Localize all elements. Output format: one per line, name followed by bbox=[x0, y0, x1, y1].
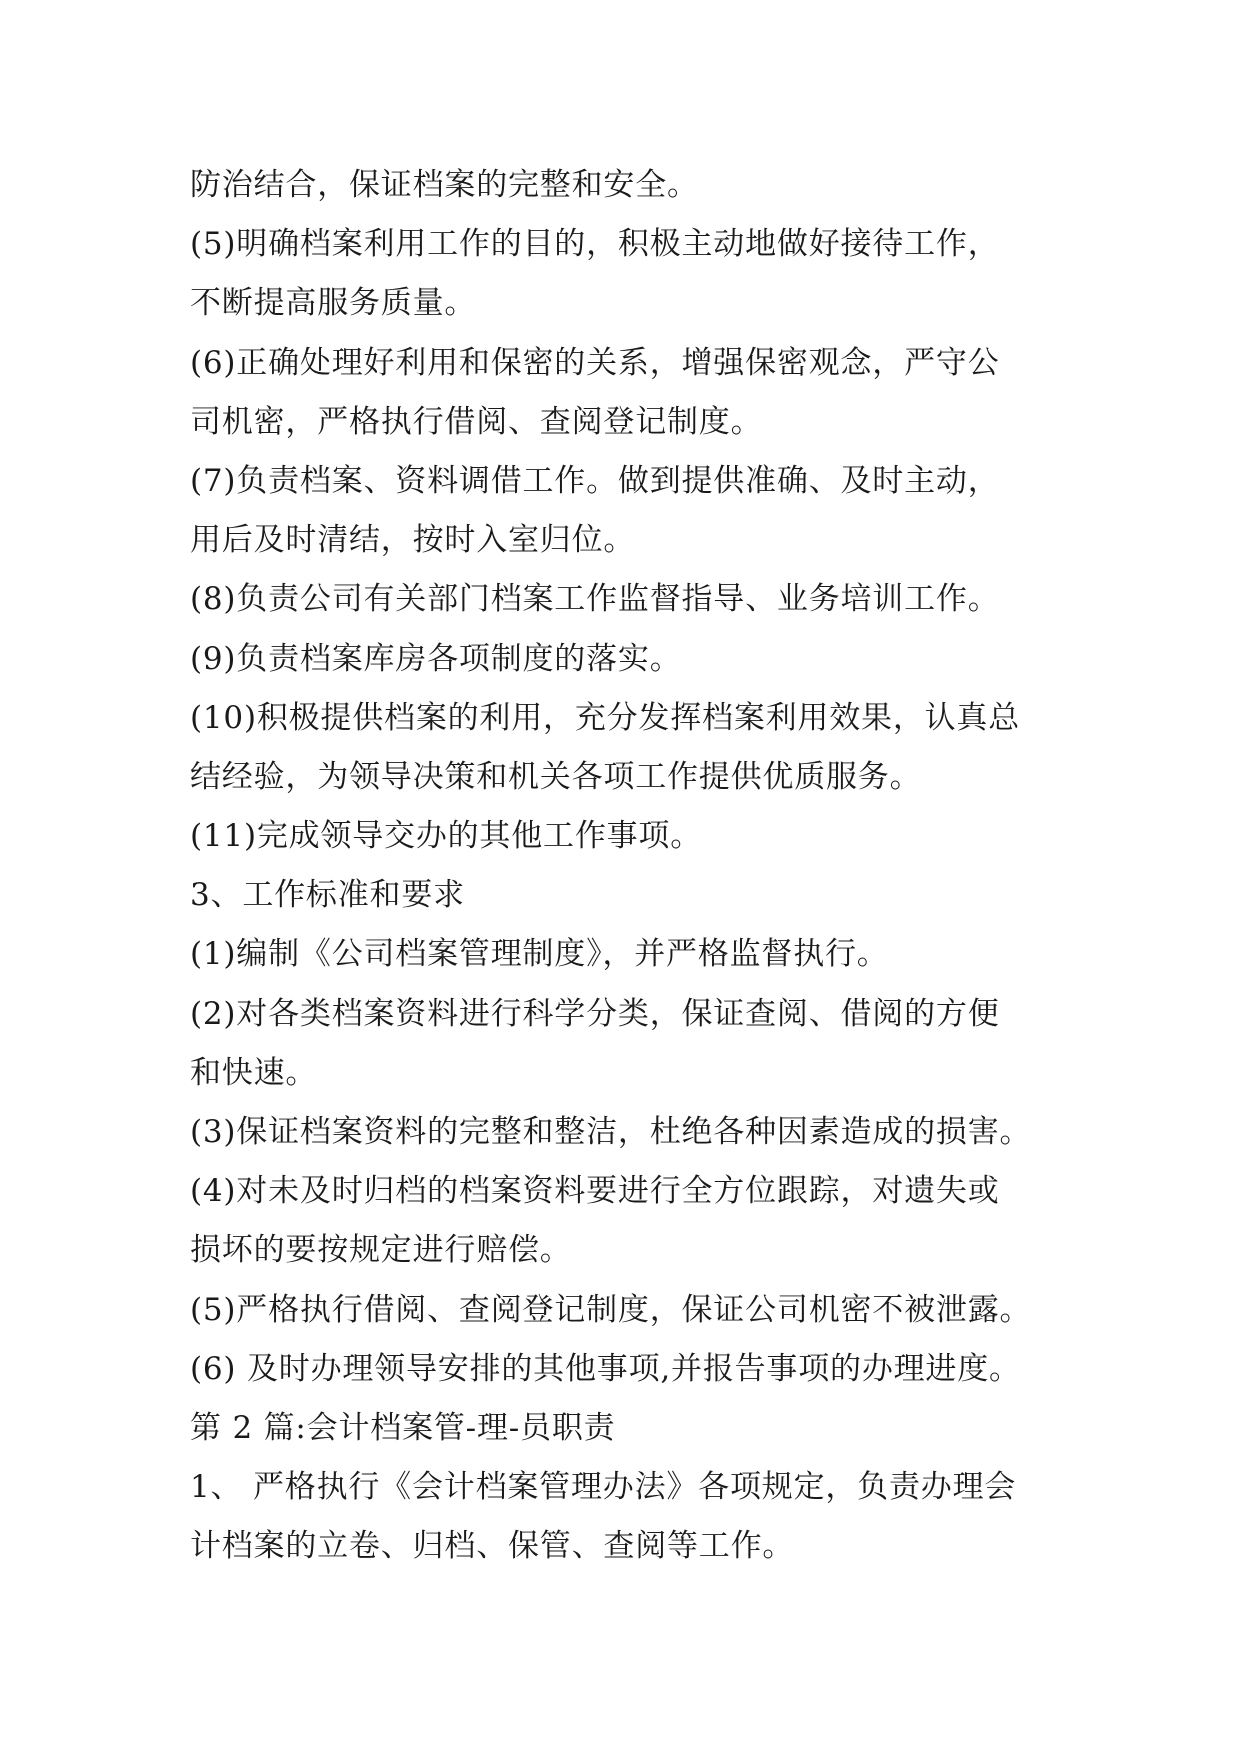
text-line: 结经验，为领导决策和机关各项工作提供优质服务。 bbox=[190, 758, 922, 795]
text-line: 1、 严格执行《会计档案管理办法》各项规定，负责办理会 bbox=[190, 1469, 1017, 1506]
document-body bbox=[190, 156, 1090, 1577]
text-line: 司机密，严格执行借阅、查阅登记制度。 bbox=[190, 403, 763, 440]
chapter-heading: 第 2 篇:会计档案管-理-员职责 bbox=[190, 1409, 616, 1446]
text-line: 损坏的要按规定进行赔偿。 bbox=[190, 1232, 572, 1269]
text-line: (5)明确档案利用工作的目的，积极主动地做好接待工作， bbox=[190, 226, 1000, 263]
text-line: (6)正确处理好利用和保密的关系，增强保密观念，严守公 bbox=[190, 344, 1000, 381]
text-line: (8)负责公司有关部门档案工作监督指导、业务培训工作。 bbox=[190, 581, 1000, 618]
text-line: (1)编制《公司档案管理制度》，并严格监督执行。 bbox=[190, 936, 889, 973]
text-line: 用后及时清结，按时入室归位。 bbox=[190, 522, 636, 559]
text-line: 防治结合，保证档案的完整和安全。 bbox=[190, 167, 699, 203]
text-line: 计档案的立卷、归档、保管、查阅等工作。 bbox=[190, 1528, 795, 1565]
text-line: (11)完成领导交办的其他工作事项。 bbox=[190, 818, 703, 855]
text-line: (3)保证档案资料的完整和整洁，杜绝各种因素造成的损害。 bbox=[190, 1114, 1032, 1150]
text-line: (2)对各类档案资料进行科学分类，保证查阅、借阅的方便 bbox=[190, 995, 1000, 1032]
text-line: (5)严格执行借阅、查阅登记制度，保证公司机密不被泄露。 bbox=[190, 1291, 1032, 1328]
text-line: (7)负责档案、资料调借工作。做到提供准确、及时主动， bbox=[190, 462, 1000, 499]
text-line: 和快速。 bbox=[190, 1054, 318, 1091]
text-line: (9)负责档案库房各项制度的落实。 bbox=[190, 640, 682, 677]
text-line: 不断提高服务质量。 bbox=[190, 285, 477, 322]
text-line: (6) 及时办理领导安排的其他事项,并报告事项的办理进度。 bbox=[190, 1350, 1021, 1387]
section-heading: 3、工作标准和要求 bbox=[190, 877, 465, 914]
text-line: (4)对未及时归档的档案资料要进行全方位跟踪，对遗失或 bbox=[190, 1173, 1000, 1210]
text-line: (10)积极提供档案的利用，充分发挥档案利用效果，认真总 bbox=[190, 699, 1021, 736]
